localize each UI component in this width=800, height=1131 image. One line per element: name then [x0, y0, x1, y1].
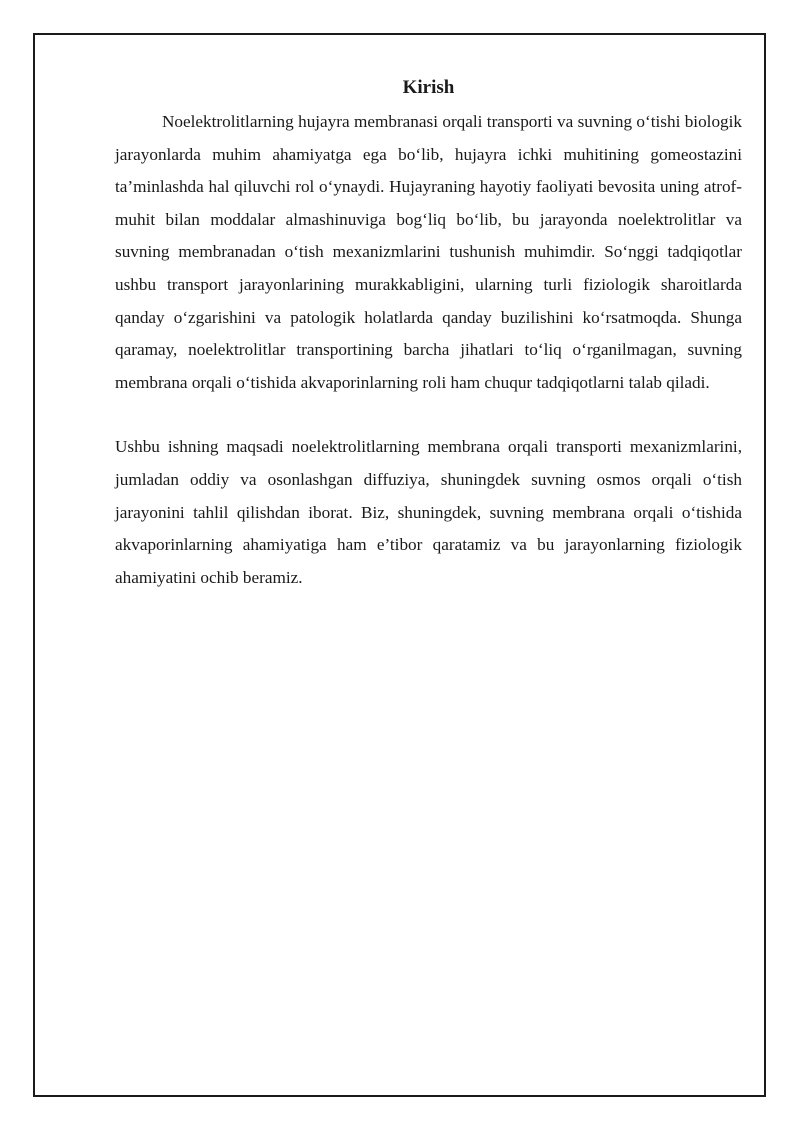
goal-paragraph: Ushbu ishning maqsadi noelektrolitlarning membrana orqali transporti mexanizmlarini, jumladan oddiy va osonlashgan diffuziya, shuningdek suvning osmos orqali o‘tish jarayonini tahlil qilishdan iborat. Biz, shuningdek, suvning membrana orqali o‘tishida akvaporinlarning ahamiyatiga ham e’tibor qaratamiz va bu jarayonlarning fiziologik ahamiyatini ochib beramiz. — [115, 437, 742, 587]
section-title: Kirish — [402, 77, 455, 98]
document-body — [115, 76, 742, 594]
paragraph-spacer — [115, 399, 742, 431]
intro-paragraph: Noelektrolitlarning hujayra membranasi orqali transporti va suvning o‘tishi biologik jarayonlarda muhim ahamiyatga ega bo‘lib, hujayra ichki muhitining gomeostazini ta’minlashda hal qiluvchi rol o‘ynaydi. Hujayraning hayotiy faoliyati bevosita uning atrof-muhit bilan moddalar almashinuviga bog‘liq bo‘lib, bu jarayonda noelektrolitlar va suvning membranadan o‘tish mexanizmlarini tushunish muhimdir. So‘nggi tadqiqotlar ushbu transport jarayonlarining murakkabligini, ularning turli fiziologik sharoitlarda qanday o‘zgarishini va patologik holatlarda qanday buzilishini ko‘rsatmoqda. Shunga qaramay, noelektrolitlar transportining barcha jihatlari to‘liq o‘rganilmagan, suvning membrana orqali o‘tishida akvaporinlarning roli ham chuqur tadqiqotlarni talab qiladi. — [115, 112, 742, 392]
